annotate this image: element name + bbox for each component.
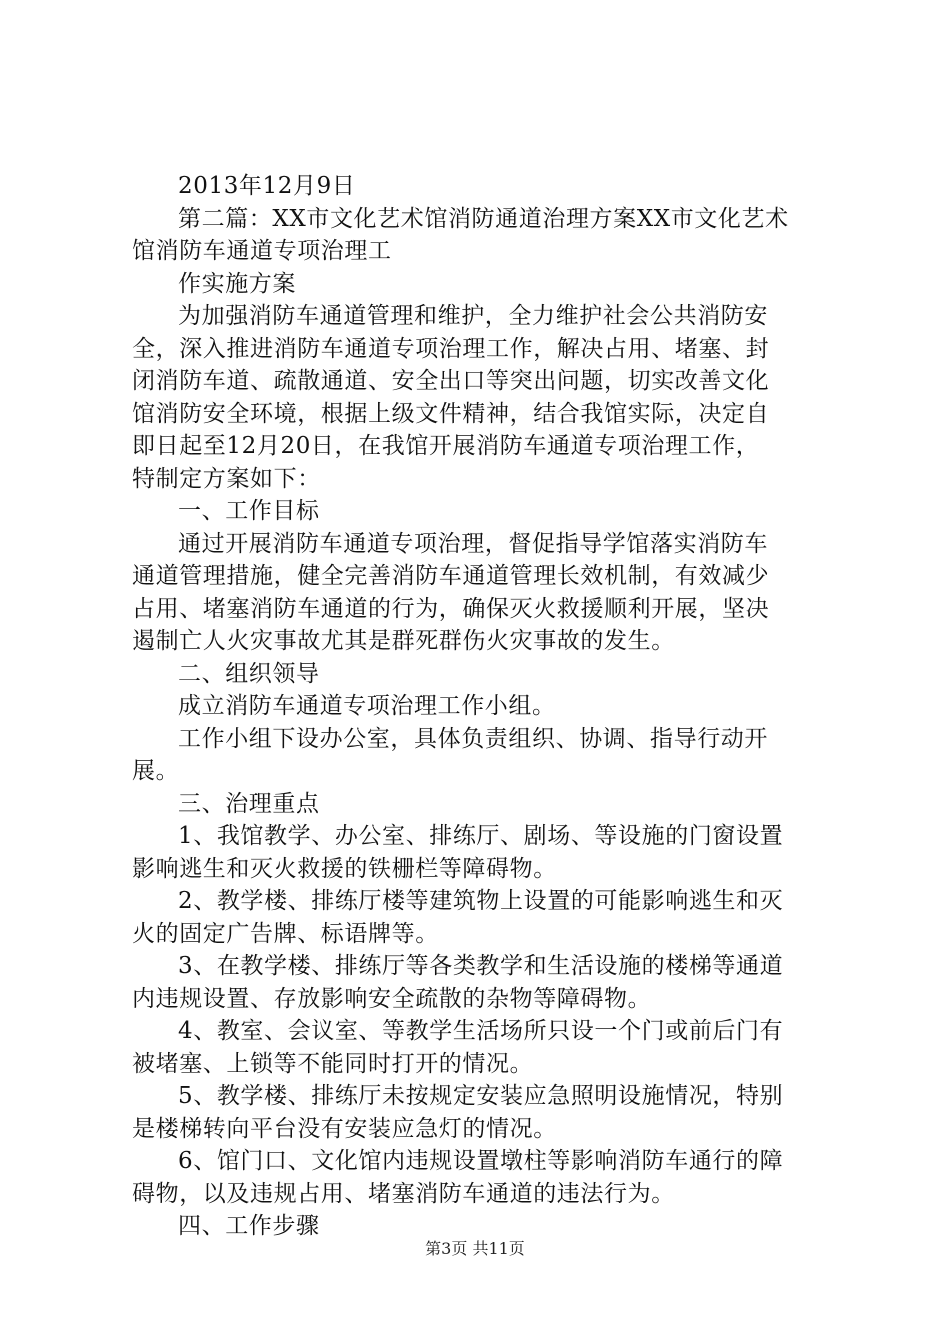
text-line: 6、馆门口、文化馆内违规设置墩柱等影响消防车通行的障 — [178, 1148, 784, 1174]
text-line: 馆消防安全环境，根据上级文件精神，结合我馆实际，决定自 — [132, 400, 770, 427]
text-line: 馆消防车通道专项治理工 — [132, 238, 392, 264]
document-body — [132, 170, 832, 1243]
text-line: 全，深入推进消防车通道专项治理工作，解决占用、堵塞、封 — [132, 335, 770, 362]
text-line: 是楼梯转向平台没有安装应急灯的情况。 — [132, 1115, 557, 1142]
text-line: 工作小组下设办公室，具体负责组织、协调、指导行动开 — [178, 725, 768, 752]
text-line: 通道管理措施，健全完善消防车通道管理长效机制，有效减少 — [132, 563, 770, 589]
text-line: 闭消防车道、疏散通道、安全出口等突出问题，切实改善文化 — [132, 368, 770, 394]
text-line: 2、教学楼、排练厅楼等建筑物上设置的可能影响逃生和灭 — [178, 888, 784, 914]
text-line: 碍物，以及违规占用、堵塞消防车通道的违法行为。 — [132, 1180, 675, 1207]
text-line: 成立消防车通道专项治理工作小组。 — [178, 693, 556, 719]
text-line: 影响逃生和灭火救援的铁栅栏等障碍物。 — [132, 855, 557, 882]
text-line: 1、我馆教学、办公室、排练厅、剧场、等设施的门窗设置 — [178, 823, 784, 849]
text-line: 占用、堵塞消防车通道的行为，确保灭火救援顺利开展，坚决 — [132, 595, 770, 622]
text-line: 火的固定广告牌、标语牌等。 — [132, 920, 439, 947]
text-line: 特制定方案如下： — [132, 465, 321, 492]
text-line: 即日起至12月20日，在我馆开展消防车通道专项治理工作， — [132, 433, 760, 459]
text-line: 被堵塞、上锁等不能同时打开的情况。 — [132, 1050, 534, 1077]
text-line: 二、组织领导 — [178, 660, 320, 687]
text-line: 为加强消防车通道管理和维护，全力维护社会公共消防安 — [178, 303, 768, 329]
text-line: 展。 — [132, 758, 180, 784]
text-line: 一、工作目标 — [178, 498, 320, 524]
text-line: 四、工作步骤 — [178, 1213, 320, 1239]
text-line: 内违规设置、存放影响安全疏散的杂物等障碍物。 — [132, 985, 652, 1012]
text-line: 3、在教学楼、排练厅等各类教学和生活设施的楼梯等通道 — [178, 953, 784, 979]
text-line: 4、教室、会议室、等教学生活场所只设一个门或前后门有 — [178, 1018, 784, 1044]
text-line: 2013年12月9日 — [178, 173, 356, 199]
text-line: 5、教学楼、排练厅未按规定安装应急照明设施情况，特别 — [178, 1083, 784, 1109]
text-line: 作实施方案 — [178, 270, 296, 297]
page-footer: 第3页 共11页 — [425, 1239, 525, 1258]
text-line: 遏制亡人火灾事故尤其是群死群伤火灾事故的发生。 — [132, 628, 675, 654]
text-line: 第二篇：XX市文化艺术馆消防通道治理方案XX市文化艺术 — [178, 205, 789, 232]
text-line: 通过开展消防车通道专项治理，督促指导学馆落实消防车 — [178, 530, 768, 557]
text-line: 三、治理重点 — [178, 790, 320, 817]
